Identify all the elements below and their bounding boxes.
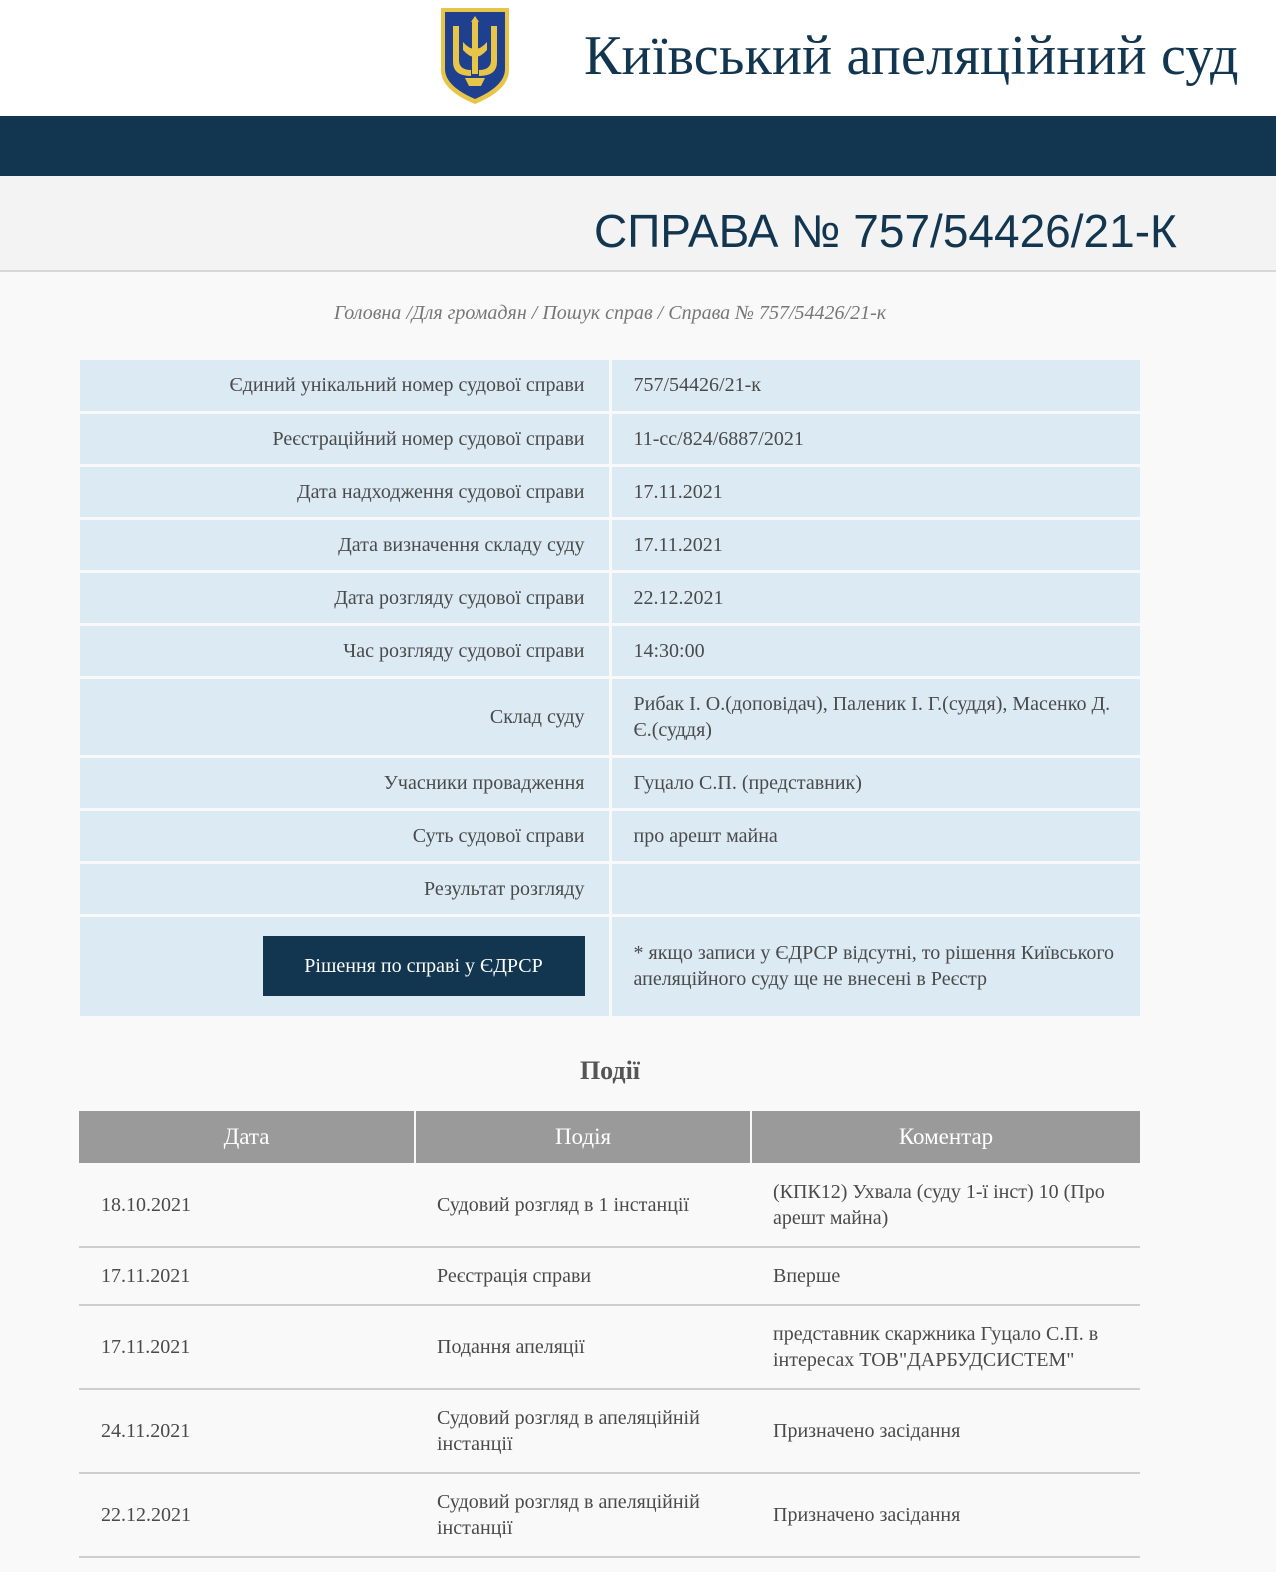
case-info-row: [80, 756, 1140, 809]
ukraine-trident-emblem-icon[interactable]: [437, 4, 513, 108]
case-info-row: [80, 571, 1140, 624]
event-comment: Вперше: [751, 1247, 1140, 1305]
event-comment: (КПК12) Ухвала (суду 1-ї інст) 10 (Про арешт майна): [751, 1163, 1140, 1247]
court-name: Київський апеляційний суд: [584, 25, 1239, 87]
breadcrumb-current: Справа № 757/54426/21-к: [668, 302, 887, 324]
event-name: Судовий розгляд в 1 інстанції: [415, 1163, 751, 1247]
case-info-value: [610, 862, 1140, 915]
event-comment: представник скаржника Гуцало С.П. в інтересах ТОВ"ДАРБУДСИСТЕМ": [751, 1305, 1140, 1389]
case-info-value: 14:30:00: [610, 624, 1140, 677]
table-row: [79, 1305, 1140, 1389]
events-heading: Події: [579, 1056, 641, 1085]
case-info-table: [80, 360, 1140, 1019]
column-header-date: Дата: [79, 1111, 415, 1163]
event-date: 17.11.2021: [79, 1247, 415, 1305]
case-info-label: Реєстраційний номер судової справи: [80, 412, 610, 465]
events-table: [79, 1111, 1140, 1558]
case-info-value: 22.12.2021: [610, 571, 1140, 624]
edrsr-decisions-button[interactable]: Рішення по справі у ЄДРСР: [263, 936, 585, 996]
event-name: Подання апеляції: [415, 1305, 751, 1389]
table-row: [79, 1163, 1140, 1247]
case-info-row: [80, 412, 1140, 465]
case-info-label: Дата надходження судової справи: [80, 465, 610, 518]
case-info-value: Рибак І. О.(доповідач), Паленик І. Г.(суддя), Масенко Д. Є.(суддя): [610, 677, 1140, 756]
case-info-value: Гуцало С.П. (представник): [610, 756, 1140, 809]
event-name: Судовий розгляд в апеляційній інстанції: [415, 1389, 751, 1473]
case-info-row: [80, 862, 1140, 915]
case-title-band: [0, 176, 1276, 272]
case-info-label: Учасники провадження: [80, 756, 610, 809]
event-comment: Призначено засідання: [751, 1473, 1140, 1557]
events-header-row: [79, 1111, 1140, 1163]
case-info-label: Дата визначення складу суду: [80, 518, 610, 571]
page-title: СПРАВА № 757/54426/21-К: [594, 205, 1177, 257]
case-info-value: 11-сс/824/6887/2021: [610, 412, 1140, 465]
case-info-value: 17.11.2021: [610, 518, 1140, 571]
event-date: 17.11.2021: [79, 1305, 415, 1389]
case-info-label: Час розгляду судової справи: [80, 624, 610, 677]
case-info-row: [80, 518, 1140, 571]
breadcrumb-link-case-search[interactable]: Пошук справ: [542, 302, 653, 324]
case-info-value: про арешт майна: [610, 809, 1140, 862]
case-info-row: [80, 677, 1140, 756]
case-info-label: Склад суду: [80, 677, 610, 756]
case-info-label: Дата розгляду судової справи: [80, 571, 610, 624]
case-info-label: Суть судової справи: [80, 809, 610, 862]
table-row: [79, 1389, 1140, 1473]
event-date: 24.11.2021: [79, 1389, 415, 1473]
column-header-event: Подія: [415, 1111, 751, 1163]
edrsr-button-cell: [80, 915, 610, 1017]
event-name: Судовий розгляд в апеляційній інстанції: [415, 1473, 751, 1557]
event-date: 22.12.2021: [79, 1473, 415, 1557]
case-info-row-edrsr: [80, 915, 1140, 1017]
breadcrumb-link-home[interactable]: Головна: [333, 302, 402, 324]
case-info-value: 757/54426/21-к: [610, 360, 1140, 412]
case-info-row: [80, 465, 1140, 518]
site-header: [0, 0, 1276, 116]
table-row: [79, 1473, 1140, 1557]
main-navigation-bar: [0, 116, 1276, 176]
edrsr-note: * якщо записи у ЄДРСР відсутні, то рішення Київського апеляційного суду ще не внесені в Реєстр: [610, 915, 1140, 1017]
breadcrumb: Головна /Для громадян / Пошук справ / Справа № 757/54426/21-к: [333, 302, 887, 324]
case-info-value: 17.11.2021: [610, 465, 1140, 518]
table-row: [79, 1247, 1140, 1305]
case-info-row: [80, 360, 1140, 412]
case-info-label: Єдиний унікальний номер судової справи: [80, 360, 610, 412]
case-info-row: [80, 624, 1140, 677]
breadcrumb-link-citizens[interactable]: Для громадян: [411, 302, 527, 324]
column-header-comment: Коментар: [751, 1111, 1140, 1163]
case-info-row: [80, 809, 1140, 862]
event-comment: Призначено засідання: [751, 1389, 1140, 1473]
event-date: 18.10.2021: [79, 1163, 415, 1247]
event-name: Реєстрація справи: [415, 1247, 751, 1305]
case-info-label: Результат розгляду: [80, 862, 610, 915]
